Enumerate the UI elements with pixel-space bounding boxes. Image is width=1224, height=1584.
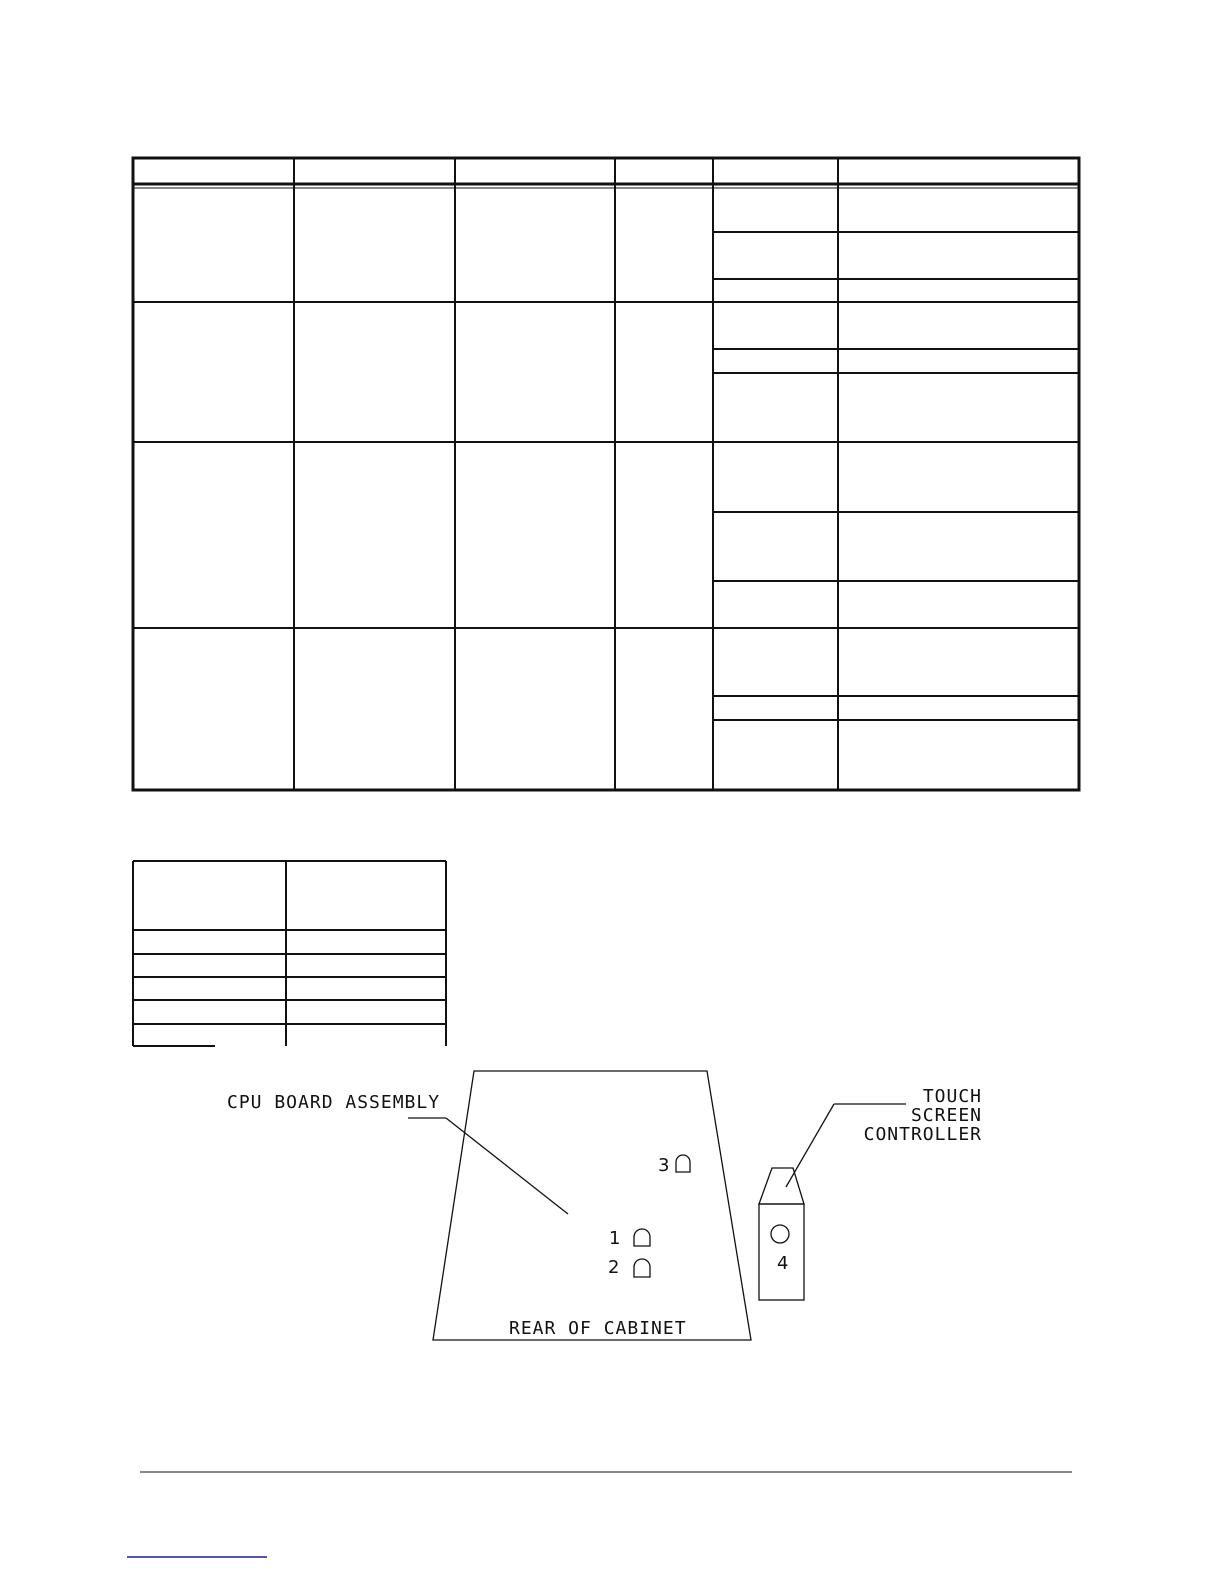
port-1-connector-icon [634, 1229, 650, 1246]
touch-leader-line [786, 1104, 834, 1187]
port-4-connector-icon [771, 1225, 789, 1243]
rear-of-cabinet-label: REAR OF CABINET [509, 1318, 687, 1339]
small-table [133, 861, 446, 1046]
port-1-label: 1 [609, 1228, 621, 1249]
cpu-leader-line [446, 1118, 568, 1214]
touch-label-line-1: TOUCH [922, 1086, 982, 1107]
port-2-label: 2 [608, 1257, 620, 1278]
port-2-connector-icon [634, 1259, 650, 1277]
port-4-label: 4 [777, 1253, 789, 1274]
cpu-board-label: CPU BOARD ASSEMBLY [227, 1092, 441, 1113]
touch-controller-box [759, 1204, 804, 1300]
port-3-label: 3 [658, 1155, 670, 1176]
port-3-connector-icon [676, 1155, 690, 1172]
touch-label-line-3: CONTROLLER [863, 1124, 982, 1145]
touch-controller-cap [759, 1168, 804, 1204]
cabinet-diagram [408, 1071, 906, 1340]
main-table [133, 158, 1079, 790]
touch-label-line-2: SCREEN [910, 1105, 982, 1126]
cabinet-outline [433, 1071, 751, 1340]
